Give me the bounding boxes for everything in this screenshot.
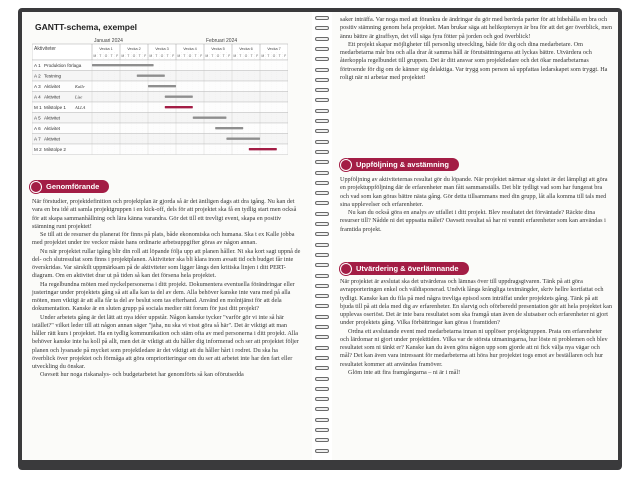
spiral-ring [315,428,329,432]
day-label: F [116,54,119,58]
day-label: F [256,54,259,58]
paragraph: När projektet är avslutat ska det utvärderas och lämnas över till uppdragsgivaren. Tänk på att göra avrapporteringen enkel och väldisponerad. Undvik långa krångliga textmängder, skriv hellre kortfattat och tydligt. Kanske kan du fila på med några trevliga episod som inträffat under projektets gång. Tänk på att bjuda till på att dela med dig av erfarenheter. En slarvig och oförberedd presentation gör att hela projektet kan upplevas oseriöst. Det är inte bara resultatet som ska framgå utan även de slutsatser och erfarenheter ni gjort under projektets gång. Vilka förbättringar kan göras i framtiden? [340,278,612,327]
task-bar [193,117,227,119]
gantt-svg [32,36,288,160]
heading-label: Uppföljning & avstämning [348,158,459,171]
gantt-row [32,92,288,103]
day-label: T [127,54,130,58]
task-bar [92,64,154,66]
spiral-ring [315,315,329,319]
spiral-ring [315,109,329,113]
paragraph: Under arbetets gång är det lätt att nya idéer uppstår. Någon kanske tycker "varför gör vi inte så här istället?" vilket leder till att någon annan säger "jaha, nu ska vi visst göra så här". Det är viktigt att man håller rätt kurs i projektet. Ha en tydlig kommunikation och stäm ofta av med personerna i ditt projekt. Alla behöver kanske inte ha koll på allt, men det är viktigt att du håller dig informerad och ser att projektet följer planen och lyssnade på mycket som projektledare är det viktigt att du håller hårt i rodret. Du ska ha överblick över projektet och förmåga att göra omprioriteringar om du ser att arbetet inte har den fart eller utveckling du önskar. [32,313,299,370]
paragraph: Glöm inte att fira framgångarna – ni är i mål! [348,368,461,376]
spiral-ring [315,377,329,381]
day-label: M [177,54,181,58]
spiral-ring [315,284,329,288]
row-code: A 2 [34,73,41,79]
activities-header: Aktiviteter [34,46,56,52]
day-label: O [216,54,220,58]
day-label: M [149,54,153,58]
gantt-row [32,102,288,113]
day-label: O [272,54,276,58]
row-name: Aktivitet [44,94,61,100]
week-label: Vecka 7 [267,47,281,51]
task-bar [137,75,165,77]
uppfoljning-text [340,176,612,234]
row-person: Lise [75,94,83,100]
heading-dot-icon [340,159,352,171]
paragraph: Oavsett hur noga riskanalys- och budgetarbetet har genomförts så kan oförutsedda [40,371,244,379]
right-top-text [340,16,612,82]
spiral-ring [315,37,329,41]
row-code: A 3 [34,84,41,89]
spiral-ring [315,356,329,360]
paragraph: Ett projekt skapar möjligheter till personlig utveckling, både för dig och dina medarbetare. Om medarbetarna mår bra och alla drar åt samma håll är förutsättningarna att lyckas bättre. Utvärdera och återkoppla regelbundet till gruppen. Det är ditt ansvar som projektledare och det ökar medarbetarnas förtroende för dig om de känner sig delaktiga. Var trygg som person så uppfattas ledarskapet som tryggt. Ha roligt när ni arbetar med projektet! [340,40,608,81]
day-label: M [121,54,125,58]
spiral-ring [315,366,329,370]
gantt-row [32,123,288,134]
week-label: Vecka 2 [127,47,141,51]
spiral-ring [315,335,329,339]
spiral-ring [315,181,329,185]
day-label: M [93,54,97,58]
heading-label: Utvärdering & överlämnande [348,262,469,275]
task-bar [226,138,260,140]
day-label: F [228,54,231,58]
week-label: Vecka 1 [99,47,113,51]
spiral-ring [315,68,329,72]
row-code: A 4 [34,94,41,100]
gantt-chart [32,36,288,156]
spiral-ring [315,387,329,391]
day-label: T [278,54,281,58]
spiral-ring [315,346,329,350]
spiral-ring [315,57,329,61]
spiral-ring [315,171,329,175]
day-label: M [205,54,209,58]
day-label: T [211,54,214,58]
day-label: O [188,54,192,58]
day-label: T [99,54,102,58]
paragraph: Ha regelbundna möten med nyckelpersonerna i ditt projekt. Dokumentera eventuella förändringar eller justeringar under projektets gång så att alla kan ta del av dem. Alla behöver kanske inte vara med på alla möten, men viktigt är att alla får ta del av beslut som tas efterhand. Använd en molntjänst för att dela dokumentation. Kanske är en sluten grupp på sociala medier rätt forum för just ditt projekt? [32,280,295,313]
spiral-ring [315,397,329,401]
spiral-ring [315,88,329,92]
day-label: M [233,54,237,58]
paragraph: Ordna ett avslutande event med medarbetarna innan ni upplöser projektgruppen. Prata om erfarenheter och lärdomar ni gjort under projekttiden. Vilka var de största utmaningarna, hur löste ni problemen och blev resultatet som ni tänkt er? Kanske kan du även göra någon upp som gjorde att ni fick välja nya vägar och mål? Det kan även vara intressant för medarbeterna att höra hur projektet togs emot av beställaren och hur resultatet kommer att användas framöver. [340,327,608,368]
row-code: M 1 [34,105,42,110]
spiral-ring [315,201,329,205]
task-bar [165,96,193,98]
day-label: O [160,54,164,58]
row-name: Produktion förlaga [44,63,82,68]
day-label: F [284,54,287,58]
spiral-ring [315,253,329,257]
spiral-ring [315,78,329,82]
day-label: F [172,54,175,58]
paragraph: saker inträffa. Var noga med att förankra de ändringar du gör med berörda parter för att bibehålla en bra och positiv stämning genom hela projektet. Man brukar säga att helikoptersyn är bra för att det ger överblick, men ännu bättre är giraffsyn, det vill säga fyra fötter på jorden och god överblick! [340,16,612,40]
spiral-ring [315,418,329,422]
heading-uppfoljning [340,158,459,171]
genomforande-text [32,198,302,380]
heading-label: Genomförande [38,180,109,193]
row-name: Aktivitet [44,84,61,89]
spiral-ring [315,407,329,411]
week-label: Vecka 6 [239,47,253,51]
row-name: Milstolpe 1 [44,105,66,110]
spiral-ring [315,129,329,133]
spiral-ring [315,274,329,278]
day-label: T [194,54,197,58]
row-code: A 6 [34,126,41,131]
spiral-ring [315,325,329,329]
row-code: A 7 [34,136,41,142]
spiral-ring [315,212,329,216]
spiral-ring [315,222,329,226]
paragraph: Nu kan du också göra en analys av utfallet i ditt projekt. Blev resultatet det förväntade? Räckte dina resurser till? Nådde ni det uppsatta målet? Oavsett resultat så har ni vunnit erfarenheter som kan användas i framtida projekt. [340,209,606,233]
spiral-ring [315,263,329,267]
day-label: T [138,54,141,58]
spiral-ring [315,449,329,453]
spiral-ring [315,160,329,164]
day-label: T [250,54,253,58]
gantt-row [32,113,288,124]
right-page [332,12,618,460]
month-label: Februari 2024 [206,38,238,44]
gantt-title: GANTT-schema, exempel [35,22,138,32]
day-label: O [104,54,108,58]
row-code: A 5 [34,115,41,121]
month-label: Januari 2024 [94,38,123,44]
spiral-ring [315,438,329,442]
utvardering-text [340,278,612,377]
day-label: T [239,54,242,58]
left-page [22,12,312,460]
week-label: Vecka 5 [211,47,225,51]
spiral-ring [315,191,329,195]
spiral-ring [315,243,329,247]
row-name: Testning [44,73,62,79]
paragraph: När förstudier, projektdefinition och projektplan är gjorda så är det äntligen dags att dra igång. Nu kan det vara en bra idé att samla projektgruppen i en kick-off, dels för att projektet ska få en tydlig start men också för att skapa sammanhållning och lära känna varandra. Gör det till ett trevligt event, skapa en positiv stämning runt projektet! [32,198,297,230]
spiral-ring [315,26,329,30]
day-label: O [244,54,248,58]
week-label: Vecka 4 [183,47,197,51]
spiral-ring [315,304,329,308]
heading-genomforande [30,180,109,193]
spiral-binding [312,12,332,460]
day-label: T [166,54,169,58]
row-name: Aktivitet [44,136,61,142]
heading-dot-icon [30,181,42,193]
row-person: ALLA [75,105,86,110]
day-label: T [267,54,270,58]
day-label: T [183,54,186,58]
row-name: Aktivitet [44,115,61,121]
day-label: T [110,54,113,58]
row-code: A 1 [34,63,41,68]
paragraph: Nu när projektet rullar igång blir din roll att löpande följa upp att planen håller. Ni ska kort sagt uppnå de del- och slutresultat som finns i projektplanen. Aktiviteter ska bli klara inom avsatt tid och budget får inte överskridas. Var särskilt uppmärksam på de aktiviteter som ligger längs den kritiska linjen i ditt PERT-diagram. Om en aktivitet drar ut på tiden så kan det försena hela projektet. [32,247,301,280]
spiral-ring [315,232,329,236]
day-label: T [155,54,158,58]
row-name: Milstolpe 2 [44,147,66,152]
day-label: F [200,54,203,58]
paragraph: Se till att de resurser du planerat för finns på plats, både ekonomiska och humana. Ska t ex Kalle jobba med projektet under tre veckor måste hans ordinarie arbetsuppgifter göras av någon annan. [32,231,295,247]
spiral-ring [315,98,329,102]
paragraph: Uppföljning av aktiviteternas resultat gör du löpande. När projektet närmar sig slutet är det lämpligt att göra en projektuppföljning där de erfarenheter man fått sammanställs. Det blir tydligt vad som har fungerat bra och vad som kan göras bättre nästa gång. Gör detta tillsammans med din grupp, låt alla komma till tals med sina upplevelser och erfarenheter. [340,176,608,208]
spiral-ring [315,16,329,20]
day-label: F [144,54,147,58]
row-name: Aktivitet [44,126,61,131]
spiral-ring [315,47,329,51]
heading-utvardering [340,262,469,275]
milestone-bar [249,148,277,150]
task-bar [148,85,176,87]
day-label: O [132,54,136,58]
task-bar [215,127,243,129]
day-label: T [222,54,225,58]
spiral-ring [315,150,329,154]
week-label: Vecka 3 [155,47,169,51]
spiral-ring [315,119,329,123]
spiral-ring [315,294,329,298]
spiral-ring [315,140,329,144]
row-person: Kalle [75,84,85,89]
row-code: M 2 [34,147,42,152]
heading-dot-icon [340,263,352,275]
milestone-bar [165,106,193,108]
day-label: M [261,54,265,58]
